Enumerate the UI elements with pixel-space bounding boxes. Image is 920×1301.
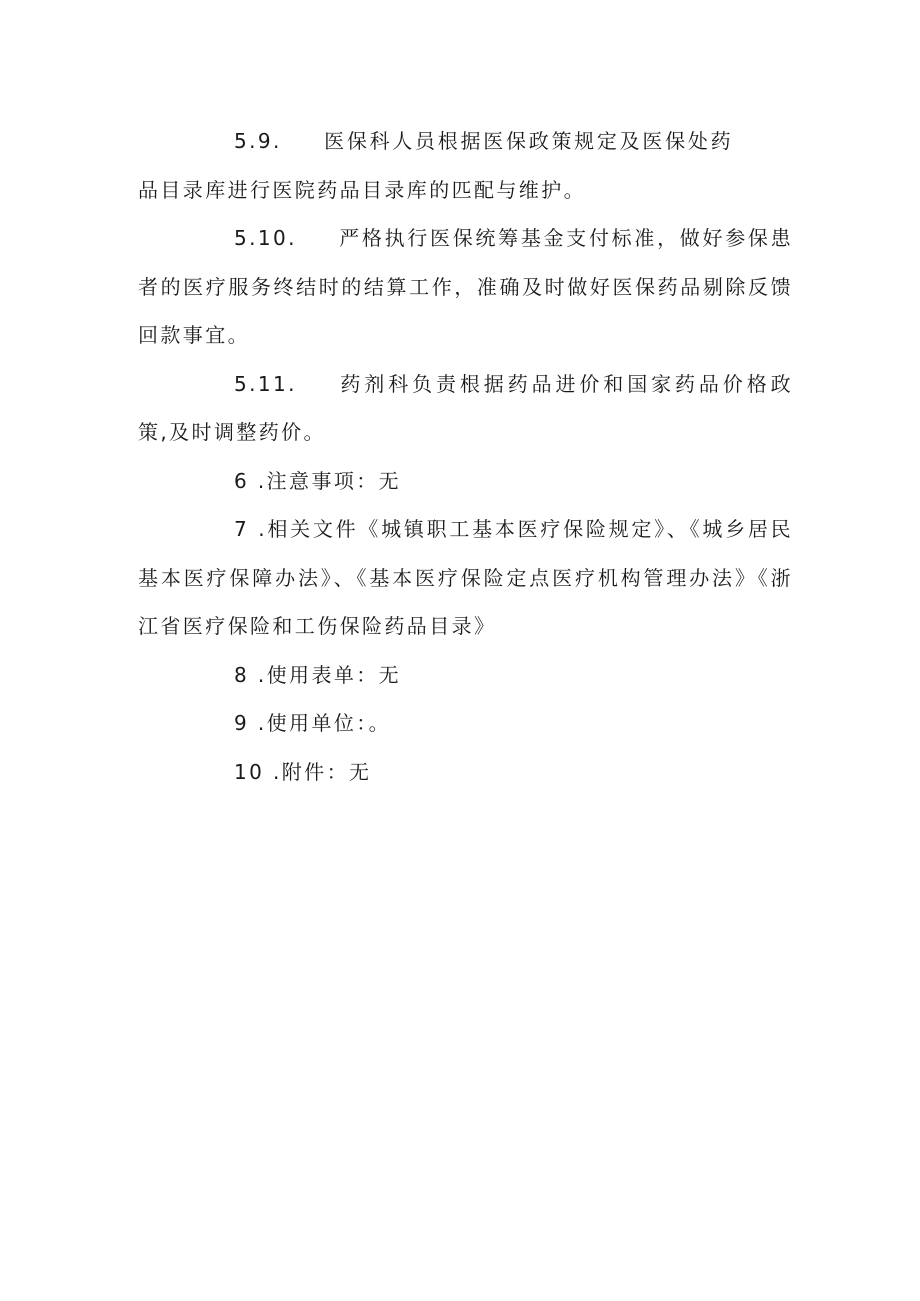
- paragraph-5-11: [138, 360, 793, 457]
- paragraph-7: [138, 505, 793, 651]
- paragraph-text: .注意事项：无: [257, 468, 402, 493]
- paragraph-number: 9: [234, 711, 250, 735]
- paragraph-number: 7: [234, 517, 250, 541]
- paragraph-number: 6: [234, 468, 250, 493]
- paragraph-10: [138, 748, 793, 797]
- paragraph-6: [138, 457, 793, 506]
- paragraph-9: [138, 699, 793, 748]
- paragraph-text: 严格执行医保统筹基金支付标准，做好参保患者的医疗服务终结时的结算工作，准确及时做好医保药品剔除反馈回款事宜。: [138, 226, 793, 347]
- document-body: [138, 117, 793, 796]
- paragraph-5-9: [138, 117, 793, 214]
- paragraph-text: .附件：无: [273, 759, 372, 784]
- paragraph-text: .使用表单：无: [257, 662, 402, 687]
- paragraph-number: 5.10.: [234, 226, 297, 250]
- paragraph-5-10: [138, 214, 793, 360]
- paragraph-number: 10: [234, 759, 265, 784]
- paragraph-text: 药剂科负责根据药品进价和国家药品价格政策,及时调整药价。: [138, 371, 793, 444]
- paragraph-number: 8: [234, 662, 250, 687]
- paragraph-text: .使用单位：。: [257, 711, 392, 735]
- paragraph-number: 5.11.: [234, 371, 297, 396]
- paragraph-number: 5.9.: [234, 129, 282, 153]
- paragraph-text: .相关文件《城镇职工基本医疗保险规定》、《城乡居民基本医疗保障办法》、《基本医疗保险定点医疗机构管理办法》《浙江省医疗保险和工伤保险药品目录》: [138, 517, 793, 638]
- paragraph-8: [138, 651, 793, 700]
- paragraph-text: 医保科人员根据医保政策规定及医保处药品目录库进行医院药品目录库的匹配与维护。: [138, 129, 733, 202]
